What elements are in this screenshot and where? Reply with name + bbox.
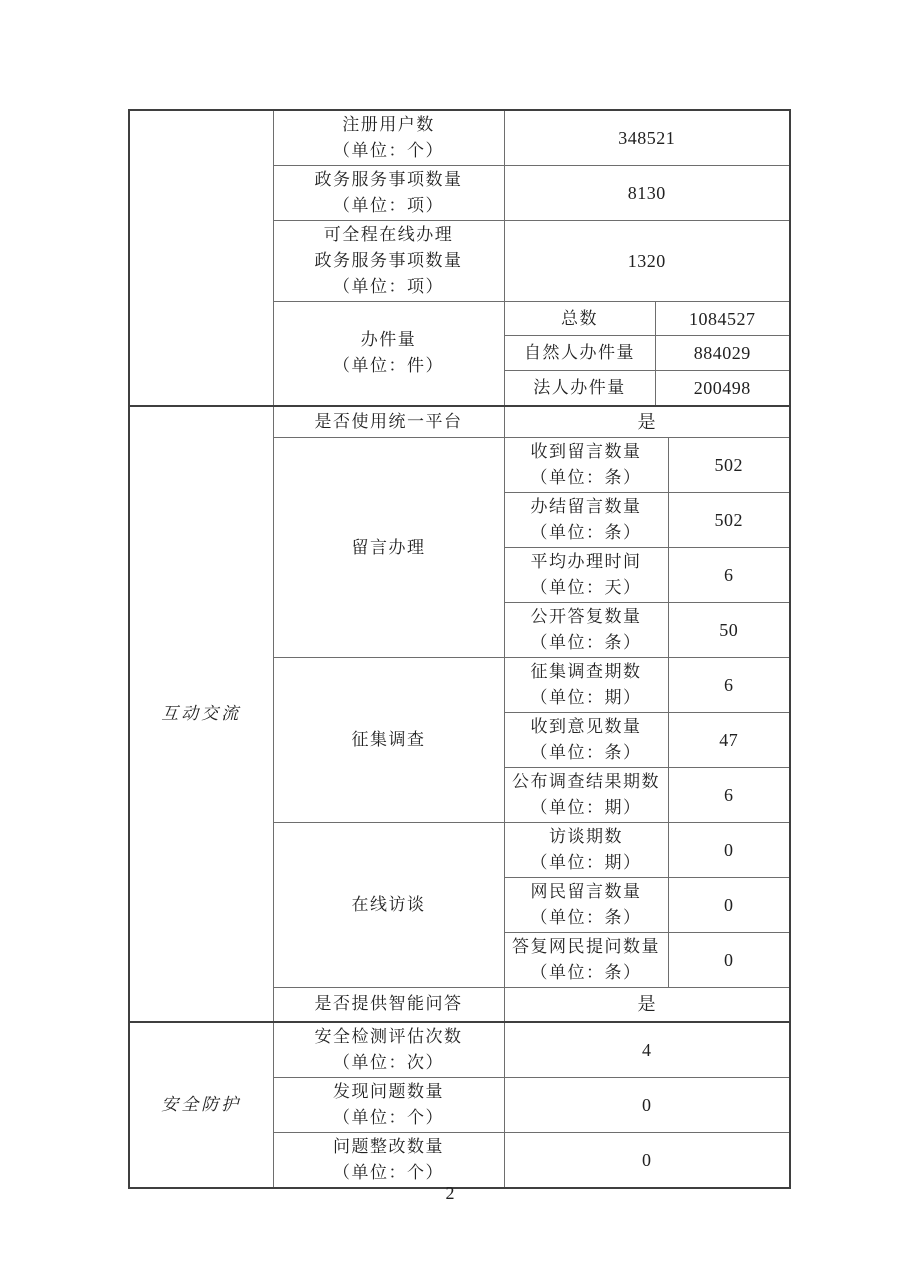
submetric-value: 200498 — [655, 371, 790, 406]
metric-label — [273, 302, 504, 406]
metric-label — [273, 438, 504, 658]
submetric-label-text: 访谈期数 — [549, 827, 623, 846]
metric-label — [273, 1077, 504, 1132]
metric-label-text: 政务服务事项数量 — [314, 170, 463, 189]
submetric-label — [504, 658, 668, 713]
metric-value: 8130 — [504, 166, 790, 221]
page-number: 2 — [445, 1183, 455, 1203]
submetric-value: 6 — [668, 658, 790, 713]
metric-value: 4 — [504, 1022, 790, 1078]
metric-label-text: 问题整改数量 — [333, 1136, 444, 1156]
submetric-label: 总数 — [504, 302, 655, 336]
metric-value: 是 — [504, 406, 790, 438]
submetric-label-text: 公开答复数量 — [530, 607, 642, 626]
metric-unit-text: （单位：个） — [333, 141, 444, 160]
submetric-label — [504, 548, 668, 603]
metric-label-text: 发现问题数量 — [333, 1081, 444, 1101]
submetric-label-text: 公布调查结果期数 — [512, 772, 660, 791]
submetric-value: 6 — [668, 548, 790, 603]
submetric-label — [504, 823, 668, 878]
metric-label — [273, 1132, 504, 1188]
submetric-label: 自然人办件量 — [504, 336, 655, 371]
metric-label — [273, 658, 504, 823]
metric-unit-text: （单位：次） — [333, 1052, 444, 1072]
statistics-table — [128, 109, 791, 1189]
category-cell — [129, 110, 273, 406]
metric-unit-text: （单位：件） — [333, 356, 444, 376]
metric-label — [273, 221, 504, 302]
table-row — [129, 1022, 790, 1078]
submetric-unit-text: （单位：期） — [530, 853, 642, 872]
submetric-label — [504, 768, 668, 823]
submetric-label — [504, 933, 668, 988]
metric-label-text: 可全程在线办理 — [323, 225, 454, 244]
submetric-label — [504, 878, 668, 933]
submetric-unit-text: （单位：条） — [530, 468, 642, 487]
submetric-unit-text: （单位：条） — [530, 743, 642, 762]
metric-label — [273, 166, 504, 221]
submetric-value: 47 — [668, 713, 790, 768]
submetric-unit-text: （单位：期） — [530, 688, 642, 707]
metric-value: 0 — [504, 1077, 790, 1132]
category-cell: 安全防护 — [129, 1022, 273, 1188]
metric-label-text: 安全检测评估次数 — [314, 1026, 463, 1046]
metric-label — [273, 110, 504, 166]
metric-label-text: 办件量 — [360, 330, 417, 350]
submetric-label-text: 答复网民提问数量 — [512, 937, 660, 956]
metric-value: 1320 — [504, 221, 790, 302]
submetric-unit-text: （单位：期） — [530, 798, 642, 817]
submetric-value: 502 — [668, 438, 790, 493]
submetric-label-text: 征集调查期数 — [530, 662, 642, 681]
submetric-value: 1084527 — [655, 302, 790, 336]
submetric-label-text: 收到意见数量 — [530, 717, 642, 736]
metric-unit-text: （单位：项） — [333, 196, 444, 215]
metric-value: 是 — [504, 988, 790, 1022]
metric-label-text: 是否使用统一平台 — [314, 411, 463, 431]
submetric-unit-text: （单位：天） — [530, 578, 642, 597]
submetric-value: 0 — [668, 823, 790, 878]
submetric-value: 884029 — [655, 336, 790, 371]
table-row — [129, 110, 790, 166]
submetric-value: 6 — [668, 768, 790, 823]
metric-unit-text: （单位：项） — [333, 277, 444, 296]
submetric-label-text: 收到留言数量 — [530, 442, 642, 461]
submetric-label — [504, 713, 668, 768]
submetric-label: 法人办件量 — [504, 371, 655, 406]
submetric-value: 0 — [668, 878, 790, 933]
metric-label — [273, 1022, 504, 1078]
metric-label-text: 留言办理 — [351, 537, 426, 557]
submetric-value: 50 — [668, 603, 790, 658]
metric-unit-text: （单位：个） — [333, 1162, 444, 1182]
submetric-value: 0 — [668, 933, 790, 988]
category-cell: 互动交流 — [129, 406, 273, 1022]
metric-label-text: 在线访谈 — [351, 895, 426, 914]
submetric-label-text: 网民留言数量 — [530, 882, 642, 901]
metric-label — [273, 406, 504, 438]
submetric-label — [504, 438, 668, 493]
metric-label-text: 政务服务事项数量 — [314, 251, 463, 270]
submetric-unit-text: （单位：条） — [530, 908, 642, 927]
metric-label-text: 征集调查 — [351, 730, 426, 749]
submetric-label — [504, 603, 668, 658]
submetric-unit-text: （单位：条） — [530, 523, 642, 542]
submetric-value: 502 — [668, 493, 790, 548]
submetric-label — [504, 493, 668, 548]
metric-label-text: 注册用户数 — [342, 115, 435, 134]
metric-label — [273, 823, 504, 988]
metric-value: 0 — [504, 1132, 790, 1188]
table-row — [129, 406, 790, 438]
metric-unit-text: （单位：个） — [333, 1107, 444, 1127]
submetric-label-text: 办结留言数量 — [530, 497, 642, 516]
submetric-unit-text: （单位：条） — [530, 963, 642, 982]
metric-label-text: 是否提供智能问答 — [314, 994, 463, 1014]
metric-label — [273, 988, 504, 1022]
submetric-label-text: 平均办理时间 — [530, 552, 642, 571]
submetric-unit-text: （单位：条） — [530, 633, 642, 652]
metric-value: 348521 — [504, 110, 790, 166]
